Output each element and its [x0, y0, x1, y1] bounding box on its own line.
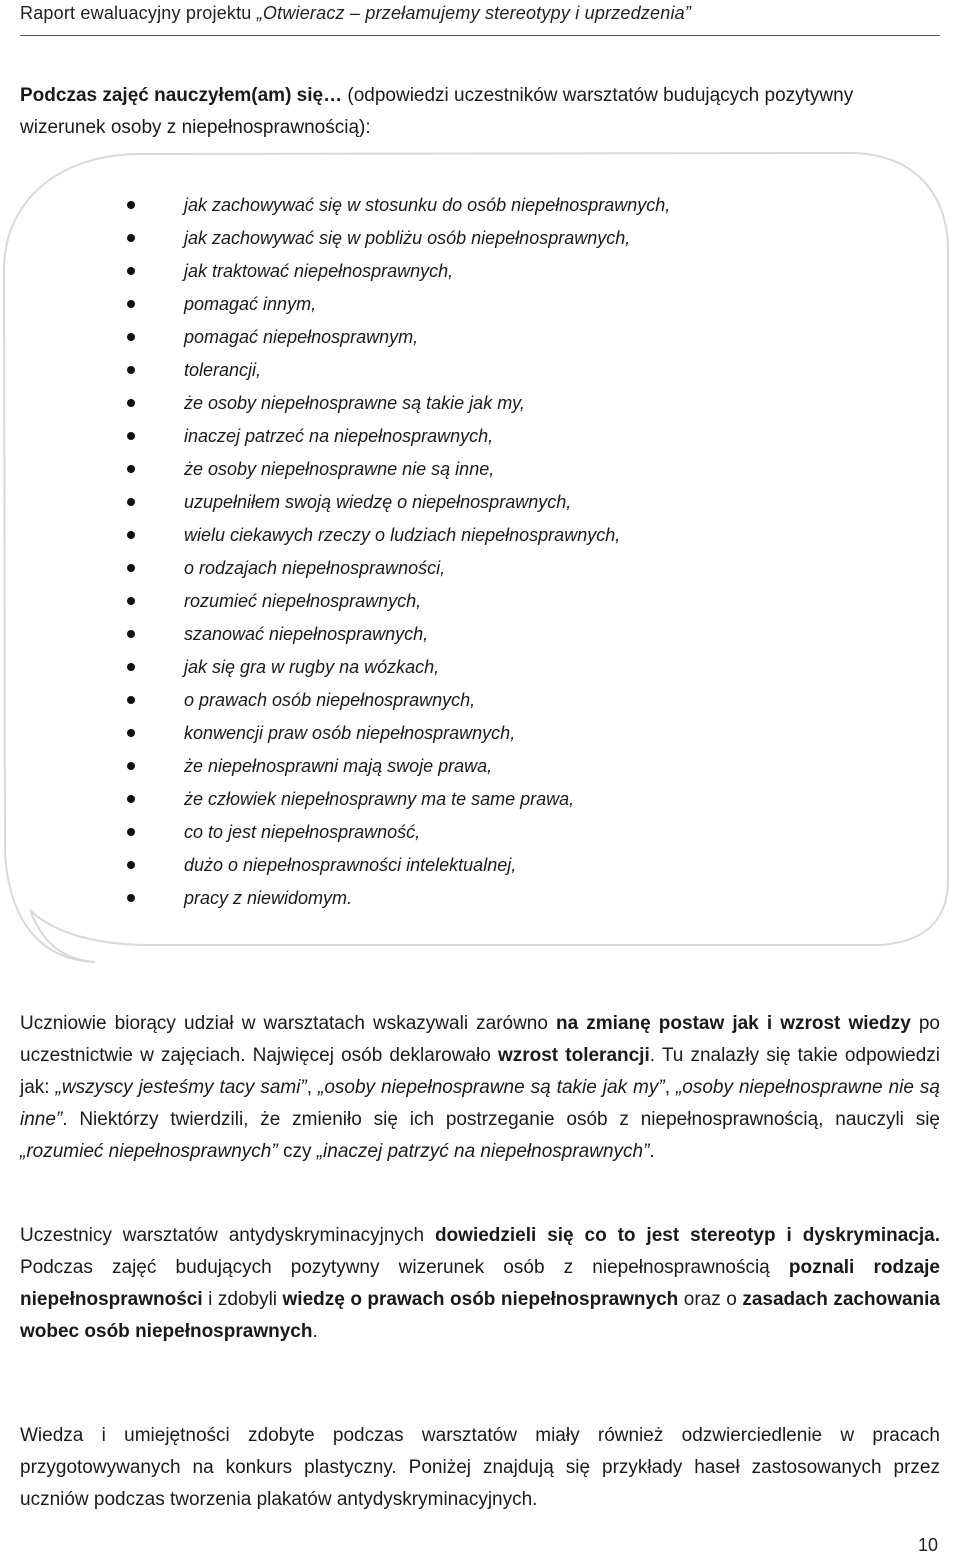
- bullet-icon: [127, 234, 135, 242]
- list-item: [122, 718, 882, 751]
- answer-text: dużo o niepełnosprawności intelektualnej,: [184, 855, 517, 875]
- answer-text: rozumieć niepełnosprawnych,: [184, 591, 422, 611]
- summary-paragraph-competition: [20, 1420, 940, 1516]
- answer-text: że osoby niepełnosprawne nie są inne,: [184, 459, 495, 479]
- bullet-icon: [127, 729, 135, 737]
- bullet-icon: [127, 564, 135, 572]
- bullet-icon: [127, 762, 135, 770]
- quote: „rozumieć niepełnosprawnych”: [20, 1141, 278, 1162]
- bullet-icon: [127, 465, 135, 473]
- answer-text: jak się gra w rugby na wózkach,: [184, 657, 440, 677]
- list-item: [122, 190, 882, 223]
- bullet-icon: [127, 399, 135, 407]
- text-run: .: [649, 1141, 655, 1162]
- answer-text: że człowiek niepełnosprawny ma te same prawa,: [184, 789, 575, 809]
- list-item: [122, 751, 882, 784]
- answer-text: że niepełnosprawni mają swoje prawa,: [184, 756, 493, 776]
- text-run: oraz o: [678, 1289, 743, 1310]
- list-item: [122, 817, 882, 850]
- bullet-icon: [127, 861, 135, 869]
- summary-paragraph-attitudes: [20, 1008, 940, 1168]
- answers-list: [122, 190, 882, 916]
- emphasis: zasadach zachowania wobec osób niepełnosprawnych: [20, 1289, 941, 1342]
- bullet-icon: [127, 795, 135, 803]
- bullet-icon: [127, 828, 135, 836]
- list-item: [122, 784, 882, 817]
- list-item: [122, 619, 882, 652]
- list-item: [122, 322, 882, 355]
- answer-text: że osoby niepełnosprawne są takie jak my,: [184, 393, 525, 413]
- bullet-icon: [127, 333, 135, 341]
- text-run: ,: [664, 1077, 676, 1098]
- list-item: [122, 256, 882, 289]
- answer-text: co to jest niepełnosprawność,: [184, 822, 421, 842]
- bullet-icon: [127, 630, 135, 638]
- list-item: [122, 850, 882, 883]
- intro-paragraph: [20, 80, 940, 144]
- bullet-icon: [127, 432, 135, 440]
- answer-text: o rodzajach niepełnosprawności,: [184, 558, 446, 578]
- answer-text: jak zachowywać się w pobliżu osób niepełnosprawnych,: [184, 228, 631, 248]
- quote: „inaczej patrzyć na niepełnosprawnych”: [316, 1141, 650, 1162]
- bullet-icon: [127, 696, 135, 704]
- bullet-icon: [127, 498, 135, 506]
- bullet-icon: [127, 894, 135, 902]
- emphasis: na zmianę postaw jak i wzrost wiedzy: [556, 1013, 911, 1034]
- text-run: czy: [277, 1141, 317, 1162]
- quote: „osoby niepełnosprawne są takie jak my”: [318, 1077, 665, 1098]
- emphasis: dowiedzieli się co to jest stereotyp i dyskryminacja.: [434, 1225, 940, 1246]
- intro-bold: Podczas zajęć nauczyłem(am) się…: [20, 85, 343, 106]
- summary-paragraph-knowledge: [20, 1220, 940, 1348]
- project-name: „Otwieracz – przełamujemy stereotypy i uprzedzenia”: [256, 3, 692, 23]
- page-number: 10: [917, 1535, 938, 1555]
- answer-text: konwencji praw osób niepełnosprawnych,: [184, 723, 516, 743]
- emphasis: wiedzę o prawach osób niepełnosprawnych: [282, 1289, 679, 1310]
- answer-text: wielu ciekawych rzeczy o ludziach niepełnosprawnych,: [184, 525, 621, 545]
- answer-text: inaczej patrzeć na niepełnosprawnych,: [184, 426, 494, 446]
- text-run: .: [312, 1321, 318, 1342]
- bullet-icon: [127, 663, 135, 671]
- text-run: . Tu znalazły się takie odpowiedzi jak:: [20, 1045, 940, 1098]
- intro-rest: (odpowiedzi uczestników warsztatów budujących pozytywny wizerunek osoby z niepełnosprawnością):: [20, 85, 854, 138]
- text-run: Wiedza i umiejętności zdobyte podczas warsztatów miały również odzwierciedlenie w pracach przygotowywanych na konkurs plastyczny. Poniżej znajdują się przykłady haseł zastosowanych przez uczniów podczas tworzenia plakatów antydyskryminacyjnych.: [20, 1425, 940, 1510]
- bullet-icon: [127, 597, 135, 605]
- list-item: [122, 883, 882, 916]
- text-run: po uczestnictwie w zajęciach. Najwięcej osób deklarowało: [20, 1013, 940, 1066]
- page-header: [20, 0, 940, 36]
- list-item: [122, 454, 882, 487]
- bullet-icon: [127, 267, 135, 275]
- quote: „osoby niepełnosprawne nie są inne”: [20, 1077, 940, 1130]
- list-item: [122, 586, 882, 619]
- answer-text: jak zachowywać się w stosunku do osób niepełnosprawnych,: [184, 195, 671, 215]
- list-item: [122, 487, 882, 520]
- list-item: [122, 388, 882, 421]
- text-run: Uczniowie biorący udział w warsztatach wskazywali zarówno: [20, 1013, 557, 1034]
- quote: „wszyscy jesteśmy tacy sami”: [55, 1077, 307, 1098]
- answer-text: pomagać niepełnosprawnym,: [184, 327, 419, 347]
- list-item: [122, 223, 882, 256]
- report-title-prefix: Raport ewaluacyjny projektu: [20, 3, 257, 23]
- list-item: [122, 355, 882, 388]
- emphasis: poznali rodzaje niepełnosprawności: [20, 1257, 940, 1310]
- text-run: i zdobyli: [202, 1289, 283, 1310]
- bullet-icon: [127, 300, 135, 308]
- answer-text: szanować niepełnosprawnych,: [184, 624, 429, 644]
- answer-text: pomagać innym,: [184, 294, 317, 314]
- answer-text: pracy z niewidomym.: [184, 888, 353, 908]
- list-item: [122, 553, 882, 586]
- list-item: [122, 685, 882, 718]
- list-item: [122, 289, 882, 322]
- answer-text: tolerancji,: [184, 360, 262, 380]
- text-run: . Niektórzy twierdzili, że zmieniło się ich postrzeganie osób z niepełnosprawnością, nauczyli się: [62, 1109, 940, 1130]
- report-title: [20, 2, 691, 24]
- text-run: ,: [306, 1077, 319, 1098]
- bullet-icon: [127, 531, 135, 539]
- answer-text: uzupełniłem swoją wiedzę o niepełnosprawnych,: [184, 492, 572, 512]
- emphasis: wzrost tolerancji: [497, 1045, 650, 1066]
- list-item: [122, 520, 882, 553]
- header-divider: [20, 35, 940, 36]
- bullet-icon: [127, 366, 135, 374]
- list-item: [122, 652, 882, 685]
- list-item: [122, 421, 882, 454]
- text-run: Uczestnicy warsztatów antydyskryminacyjnych: [20, 1225, 435, 1246]
- answer-text: jak traktować niepełnosprawnych,: [184, 261, 454, 281]
- answer-text: o prawach osób niepełnosprawnych,: [184, 690, 476, 710]
- bullet-icon: [127, 201, 135, 209]
- text-run: Podczas zajęć budujących pozytywny wizerunek osób z niepełnosprawnością: [20, 1257, 789, 1278]
